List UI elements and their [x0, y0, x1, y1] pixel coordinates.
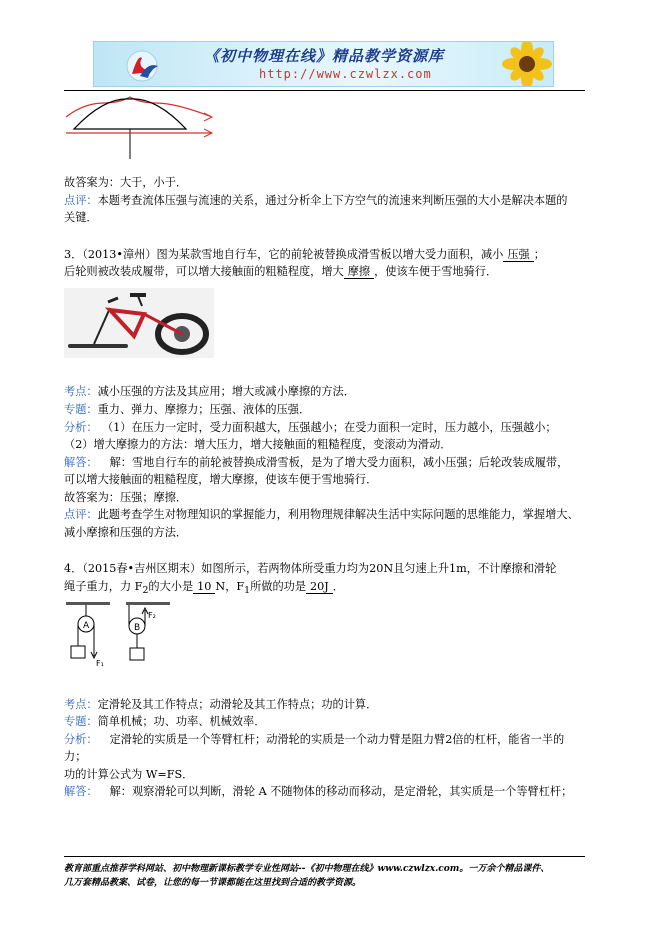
q4-fenxi-line-3: 功的计算公式为 W=FS．	[64, 768, 194, 781]
svg-text:A: A	[83, 621, 90, 631]
q4-fenxi-line-1: 分析： 定滑轮的实质是一个等臂杠杆；动滑轮的实质是一个动力臂是阻力臂2倍的杠杆，能省一半的	[64, 733, 565, 746]
q3-stem-line-2: 后轮则被改装成履带，可以增大接触面的粗糙程度，增大 摩擦 ，使该车便于雪地骑行．	[64, 265, 498, 278]
sunflower-icon	[489, 42, 554, 87]
q3-jieda-line-1: 解答： 解：雪地自行车的前轮被替换成滑雪板，是为了增大受力面积，减小压强；后轮改装成履带，	[64, 456, 569, 469]
q4-jieda-line-1: 解答： 解：观察滑轮可以判断，滑轮 A 不随物体的移动而移动，是定滑轮，其实质是一个等臂杠杆；	[64, 785, 573, 798]
header-banner	[93, 41, 554, 87]
logo-icon	[122, 46, 166, 84]
footer-line-1: 教育部重点推荐学科网站、初中物理新课标教学专业性网站--《初中物理在线》www.czwlzx.com。一万余个精品课件、	[64, 864, 550, 874]
q3-stem-line-1: 3．（2013•漳州）图为某款雪地自行车，它的前轮被替换成滑雪板以增大受力面积，减小 压强 ；	[64, 248, 545, 261]
q3-jieda-line-2: 可以增大接触面的粗糙程度，增大摩擦，使该车便于雪地骑行．	[64, 473, 378, 486]
banner-title: 《初中物理在线》精品教学资源库	[204, 47, 445, 65]
q3-dianping-line-1: 点评：此题考查学生对物理知识的掌握能力，利用物理规律解决生活中实际问题的思维能力，掌握增大、	[64, 508, 579, 521]
q2-comment-line-2: 关键．	[64, 211, 98, 224]
q3-blank-1: 压强	[503, 248, 533, 262]
svg-text:B: B	[134, 623, 141, 633]
umbrella-airflow-figure	[64, 93, 216, 161]
q3-fenxi-line-2: （2）增大摩擦力的方法：增大压力，增大接触面的粗糙程度，变滚动为滑动．	[64, 438, 452, 451]
q2-comment-line-1: 点评：本题考查流体压强与流速的关系，通过分析伞上下方空气的流速来判断压强的大小是解决本题的	[64, 194, 568, 207]
svg-text:F₁: F₁	[96, 659, 104, 668]
q3-kaodian: 考点：减小压强的方法及其应用；增大或减小摩擦的方法．	[64, 385, 355, 398]
q2-comment-label: 点评：	[64, 194, 98, 207]
q3-dianping-line-2: 减小摩擦和压强的方法．	[64, 526, 188, 539]
header-rule	[64, 90, 585, 91]
snow-bike-figure	[64, 288, 214, 358]
q4-stem-line-2: 绳子重力，力 $F_2$的大小是 10 N，$F_1$所做的功是 20J ．	[64, 580, 344, 597]
q4-blank-1: 10	[193, 580, 215, 594]
footer-rule	[64, 856, 585, 857]
footer-line-2: 几万套精品教案、试卷，让您的每一节课都能在这里找到合适的教学资源。	[64, 878, 362, 888]
pulley-figure	[64, 600, 184, 670]
q3-fenxi-line-1: 分析： （1）在压力一定时，受力面积越大，压强越小；在受力面积一定时，压力越小，压强越小；	[64, 421, 557, 434]
svg-text:F₂: F₂	[148, 611, 156, 620]
q3-answer: 故答案为：压强；摩擦．	[64, 491, 188, 504]
q4-stem-line-1: 4．（2015春•吉州区期末）如图所示，若两物体所受重力均为20N且匀速上升1m，不计摩擦和滑轮	[64, 562, 557, 575]
q3-blank-2: 摩擦	[344, 265, 374, 279]
banner-url: http://www.czwlzx.com	[259, 67, 432, 81]
q4-zhuanti: 专题：简单机械；功、功率、机械效率．	[64, 715, 266, 728]
q4-fenxi-line-2: 力；	[64, 750, 87, 763]
q4-kaodian: 考点：定滑轮及其工作特点；动滑轮及其工作特点；功的计算．	[64, 698, 378, 711]
q3-zhuanti: 专题：重力、弹力、摩擦力；压强、液体的压强．	[64, 403, 311, 416]
q4-blank-2: 20J	[306, 580, 333, 594]
q2-answer: 故答案为：大于，小于．	[64, 176, 188, 189]
